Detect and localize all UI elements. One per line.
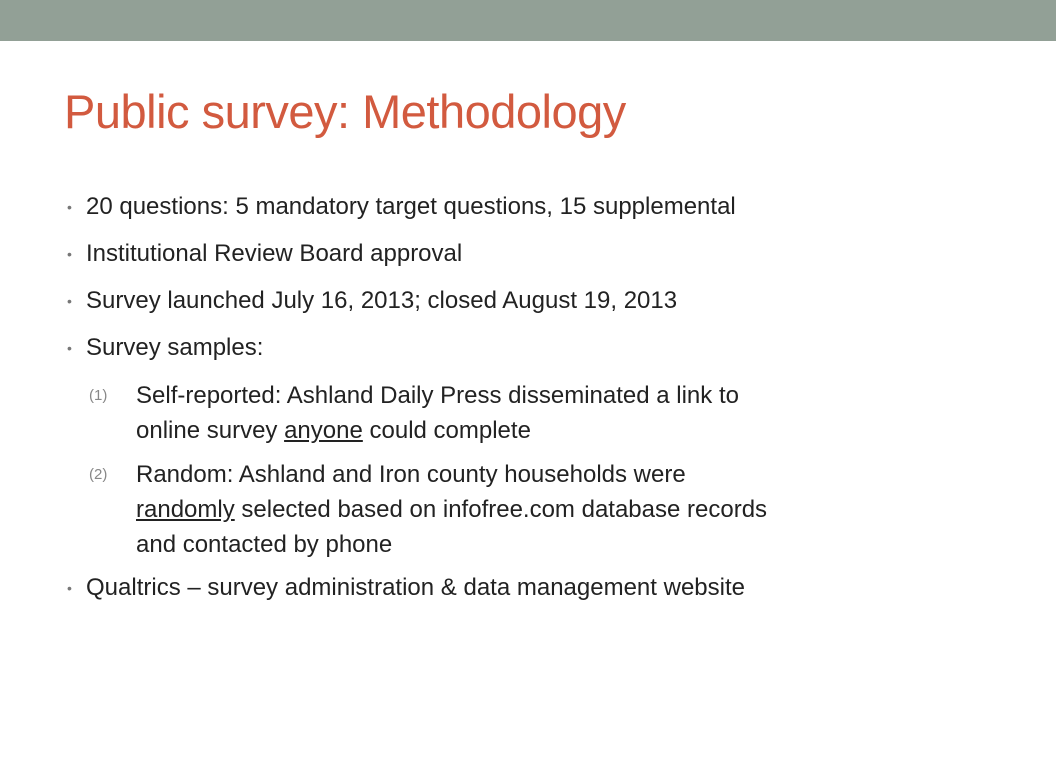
bullet-dot: • [67, 246, 72, 262]
bullet-text: Survey launched July 16, 2013; closed August 19, 2013 [86, 287, 678, 314]
bullet-dot: • [67, 340, 72, 356]
sample-item [66, 457, 1026, 562]
sample-line: Self-reported: Ashland Daily Press disseminated a link to [136, 382, 739, 409]
slide-title: Public survey: Methodology [64, 85, 626, 138]
sub-list-container [66, 378, 1026, 562]
sample-line: Random: Ashland and Iron county households were [136, 461, 686, 488]
bullet-item [66, 331, 1026, 365]
bullet-text: Institutional Review Board approval [86, 240, 463, 267]
header-bar [0, 0, 1056, 41]
bullet-item [66, 571, 1026, 605]
underlined-word: anyone [284, 417, 363, 444]
sample-line: online survey [136, 417, 285, 444]
sample-item [66, 378, 1026, 448]
bullet-text: Qualtrics – survey administration & data management website [86, 574, 745, 601]
bullet-list [66, 190, 1026, 618]
bullet-text: Survey samples: [86, 334, 264, 361]
sample-list [66, 378, 1026, 562]
sample-line: and contacted by phone [136, 531, 393, 558]
bullet-item [66, 190, 1026, 224]
sample-line: selected based on infofree.com database records [234, 496, 768, 523]
bullet-item [66, 237, 1026, 271]
bullet-item [66, 284, 1026, 318]
sample-number: (1) [89, 387, 108, 404]
bullet-dot: • [67, 580, 72, 596]
sample-line: could complete [362, 417, 531, 444]
bullet-dot: • [67, 293, 72, 309]
bullet-text: 20 questions: 5 mandatory target questions, 15 supplemental [86, 193, 736, 220]
sample-number: (2) [89, 466, 108, 483]
underlined-word: randomly [136, 496, 235, 523]
bullet-dot: • [67, 199, 72, 215]
